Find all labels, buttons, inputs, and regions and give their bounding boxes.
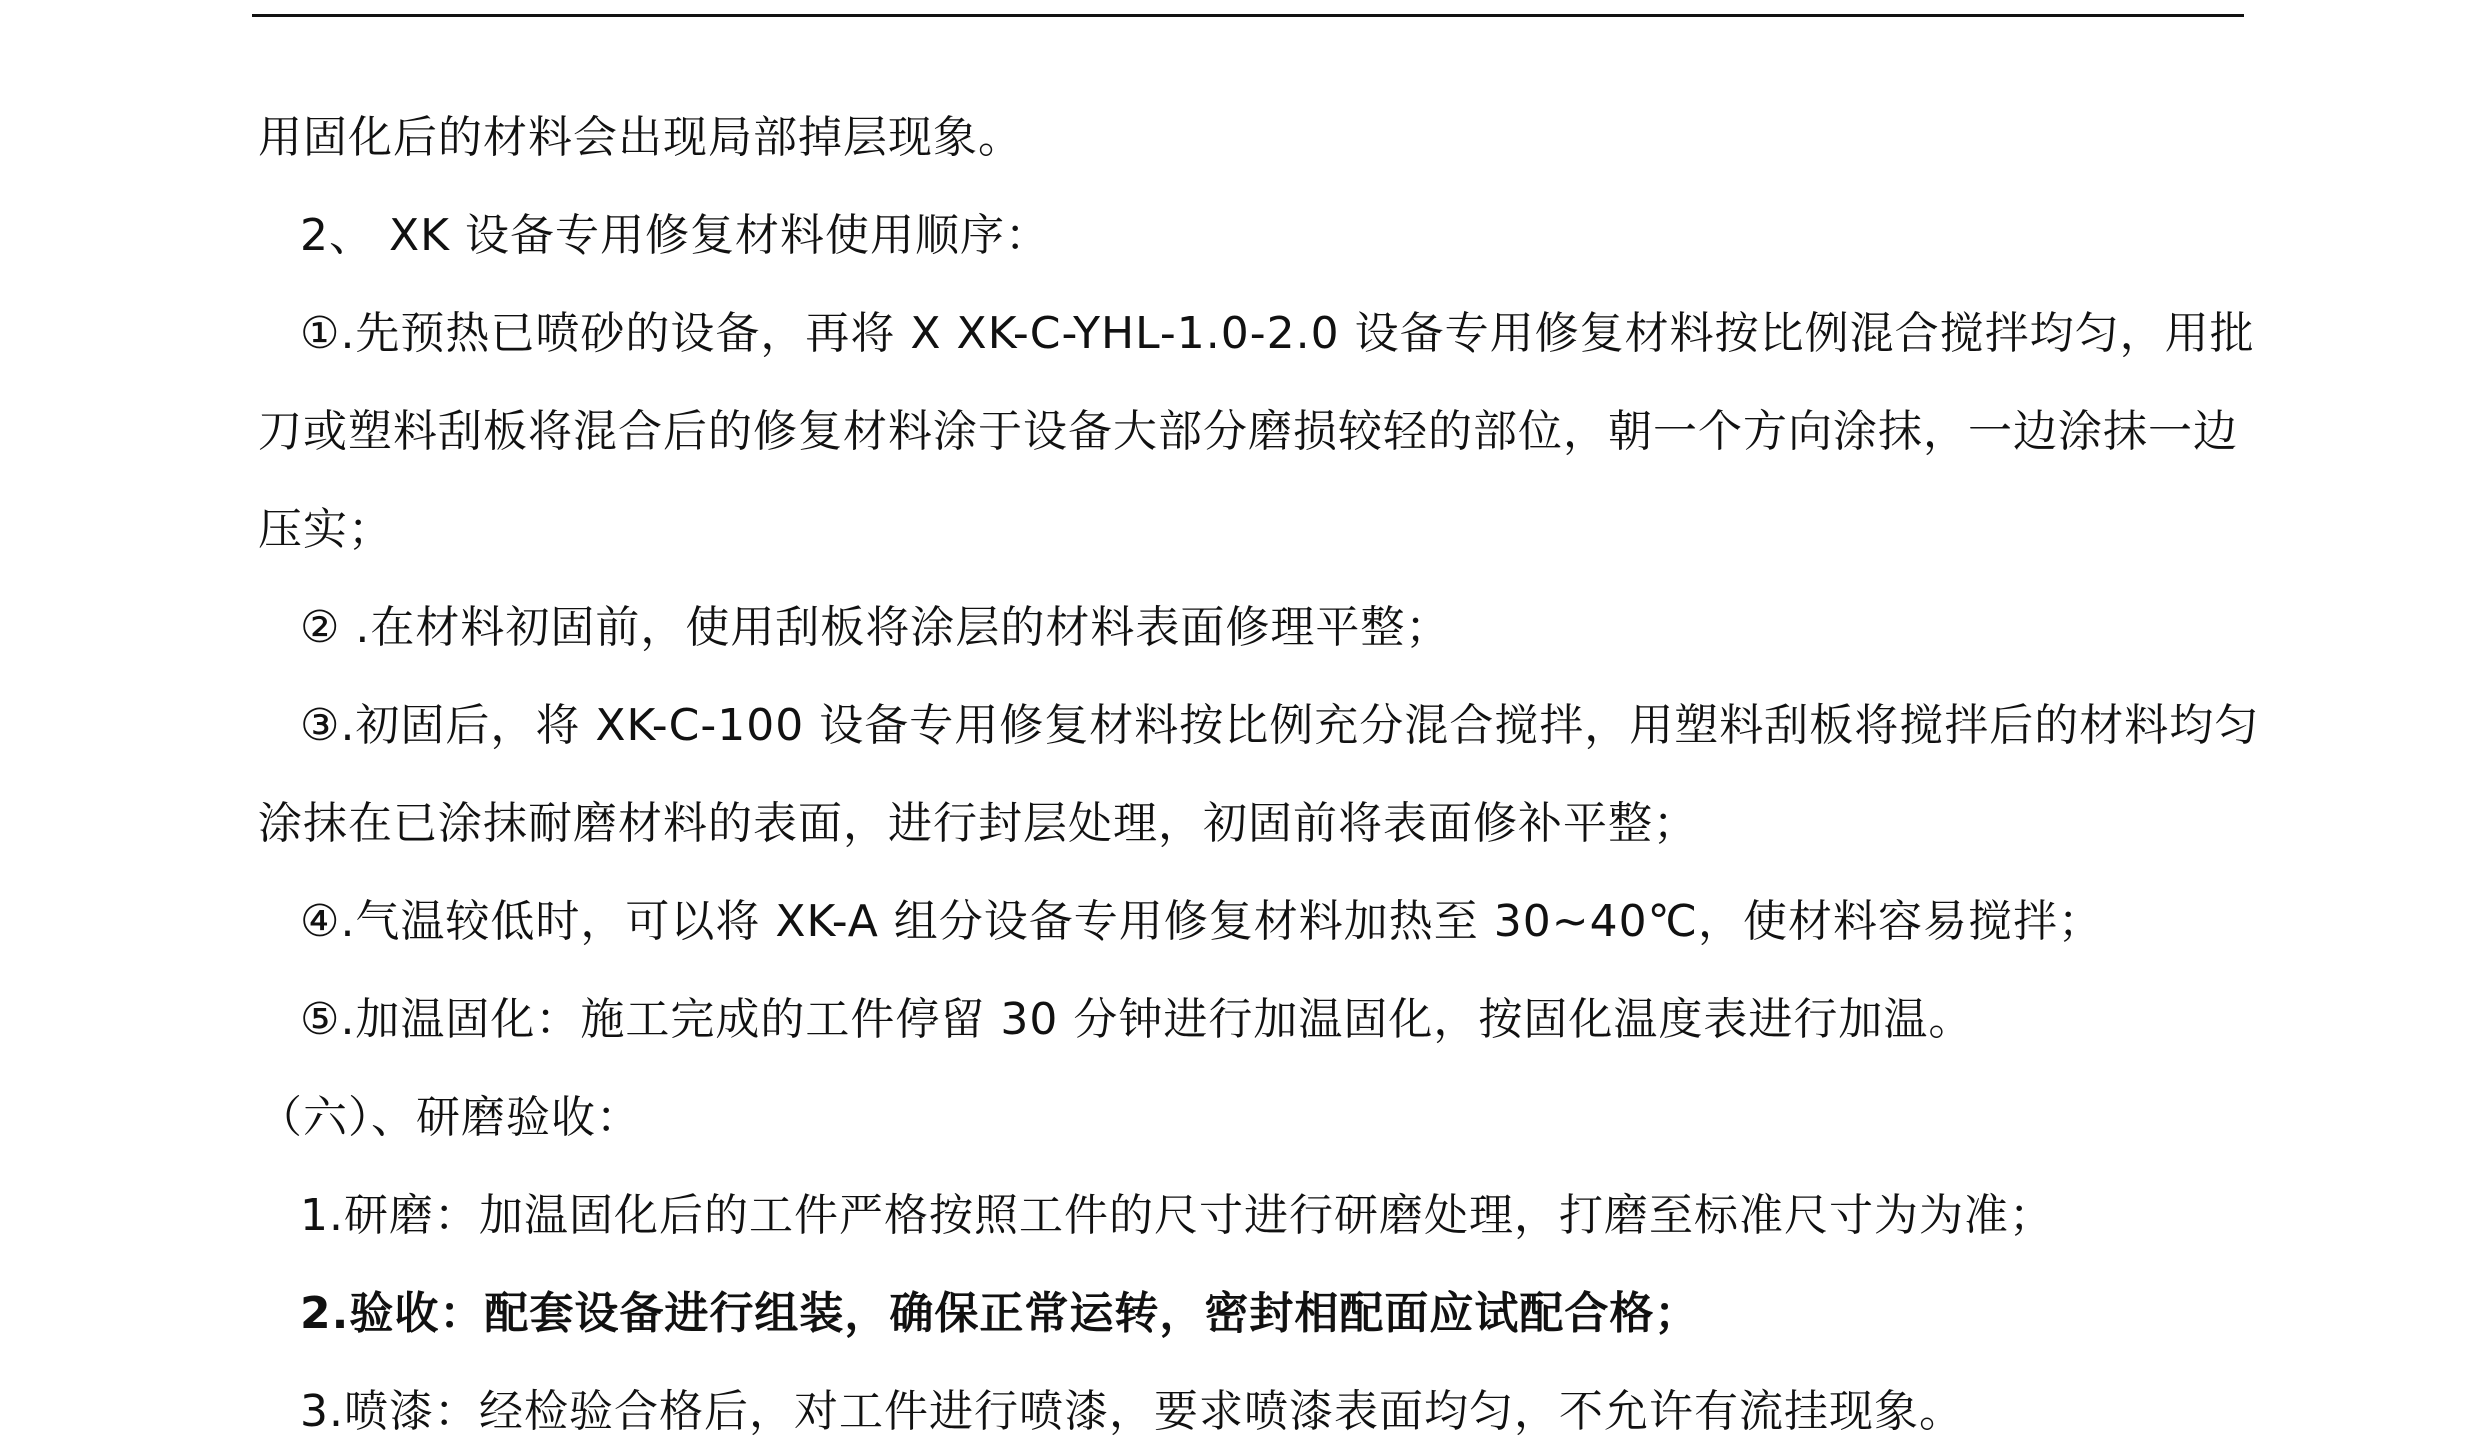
- text-line-section-2-heading: 2、 XK 设备专用修复材料使用顺序：: [300, 210, 1050, 261]
- text-line-step-4: ④.气温较低时，可以将 XK-A 组分设备专用修复材料加热至 30~40℃，使材料容易搅拌；: [300, 896, 2104, 947]
- text-line-step-1: ①.先预热已喷砂的设备，再将 X XK-C-YHL-1.0-2.0 设备专用修复材料按比例混合搅拌均匀，用批: [300, 308, 2255, 359]
- text-line-step-3: ③.初固后，将 XK-C-100 设备专用修复材料按比例充分混合搅拌，用塑料刮板将搅拌后的材料均匀: [300, 700, 2260, 751]
- text-line-grinding: 1.研磨：加温固化后的工件严格按照工件的尺寸进行研磨处理，打磨至标准尺寸为为准；: [300, 1190, 2054, 1241]
- text-line-continuation: 用固化后的材料会出现局部掉层现象。: [258, 112, 1023, 163]
- text-line-step-1-cont-b: 压实；: [258, 504, 393, 555]
- header-rule: [252, 14, 2244, 17]
- text-line-step-1-cont-a: 刀或塑料刮板将混合后的修复材料涂于设备大部分磨损较轻的部位，朝一个方向涂抹，一边涂抹一边: [258, 406, 2238, 457]
- text-line-step-3-cont: 涂抹在已涂抹耐磨材料的表面，进行封层处理，初固前将表面修补平整；: [258, 798, 1698, 849]
- text-line-acceptance: 2.验收：配套设备进行组装，确保正常运转，密封相配面应试配合格；: [300, 1288, 1700, 1339]
- text-line-section-6-heading: （六）、研磨验收：: [258, 1092, 641, 1143]
- text-line-step-2: ② .在材料初固前，使用刮板将涂层的材料表面修理平整；: [300, 602, 1451, 653]
- text-line-step-5: ⑤.加温固化：施工完成的工件停留 30 分钟进行加温固化，按固化温度表进行加温。: [300, 994, 1974, 1045]
- text-line-painting: 3.喷漆：经检验合格后，对工件进行喷漆，要求喷漆表面均匀，不允许有流挂现象。: [300, 1386, 1964, 1437]
